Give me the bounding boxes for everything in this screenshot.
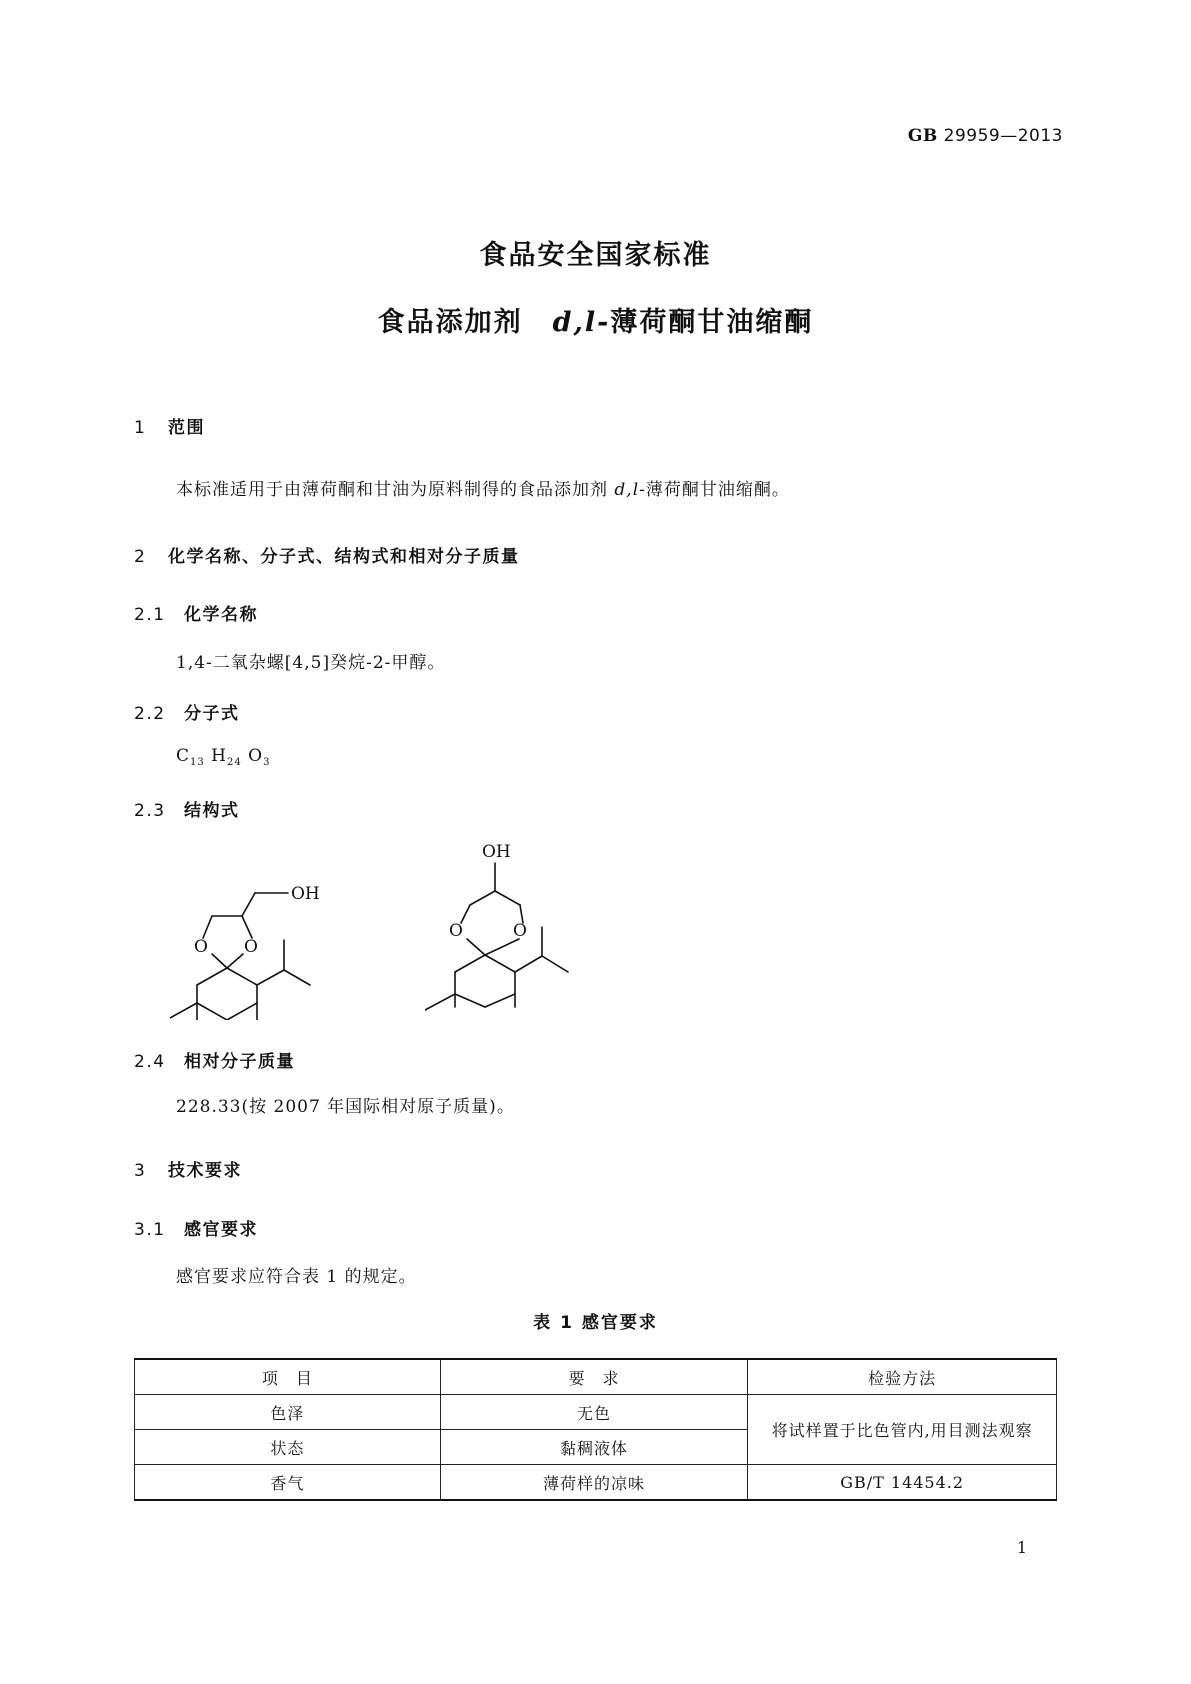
subtitle-suffix: 薄荷酮甘油缩酮 <box>610 307 814 338</box>
section-title: 技术要求 <box>168 1161 242 1181</box>
formula-o: O <box>248 746 264 766</box>
section-2-4-heading <box>134 1047 295 1072</box>
section-3-1-heading <box>134 1215 258 1240</box>
section-title: 分子式 <box>184 704 240 724</box>
section-title: 相对分子质量 <box>184 1052 295 1072</box>
oh-label: OH <box>482 842 511 862</box>
section-number: 2 <box>134 547 147 567</box>
formula-c: C <box>176 746 191 766</box>
sensory-requirements-table <box>134 1358 1057 1501</box>
bond <box>495 891 520 905</box>
bond <box>485 939 519 955</box>
chemical-name-text: 1,4-二氧杂螺[4,5]癸烷-2-甲醇。 <box>176 653 446 673</box>
bond <box>542 956 568 972</box>
bond <box>425 994 455 1010</box>
scope-text-b: -薄荷酮甘油缩酮。 <box>639 480 790 500</box>
section-3-heading <box>134 1156 242 1181</box>
section-2-3-heading <box>134 796 240 821</box>
section-1-text <box>176 475 790 500</box>
formula-h: H <box>211 746 227 766</box>
section-2-1-heading <box>134 600 258 625</box>
subtitle-prefix: 食品添加剂 <box>377 307 523 338</box>
standard-number <box>908 126 1063 146</box>
header-requirement: 要 求 <box>440 1359 748 1395</box>
section-title: 化学名称、分子式、结构式和相对分子质量 <box>168 547 520 567</box>
molecular-formula <box>176 746 270 768</box>
structural-formula-2 <box>425 835 625 1020</box>
document-subtitle <box>0 300 1191 339</box>
scope-text-a: 本标准适用于由薄荷酮和甘油为原料制得的食品添加剂 <box>176 480 615 500</box>
table-row <box>135 1395 1057 1430</box>
cell-method: GB/T 14454.2 <box>748 1465 1057 1501</box>
table-header-row <box>135 1359 1057 1395</box>
oh-label: OH <box>291 884 320 904</box>
section-number: 2.3 <box>134 801 166 821</box>
bond <box>467 939 485 955</box>
header-item: 项 目 <box>135 1359 441 1395</box>
molecular-weight-text: 228.33(按 2007 年国际相对原子质量)。 <box>176 1097 515 1117</box>
section-number: 1 <box>134 418 147 438</box>
oxygen-right-label: O <box>244 937 258 957</box>
oxygen-left-label: O <box>194 937 208 957</box>
bond <box>485 994 515 1007</box>
sensory-requirements-text: 感官要求应符合表 1 的规定。 <box>176 1267 417 1287</box>
bond <box>227 968 257 985</box>
cell-requirement: 无色 <box>440 1395 748 1430</box>
document-title: 食品安全国家标准 <box>479 240 712 271</box>
section-title: 结构式 <box>184 801 240 821</box>
bond <box>242 893 255 916</box>
bond <box>284 970 310 985</box>
bond <box>455 994 485 1007</box>
section-number: 3.1 <box>134 1220 166 1240</box>
bond <box>455 955 485 972</box>
section-2-2-heading <box>134 699 240 724</box>
formula-c-count: 13 <box>190 757 205 768</box>
section-number: 2.1 <box>134 605 166 625</box>
bond <box>212 954 227 968</box>
page-number: 1 <box>1016 1538 1027 1557</box>
bond <box>242 916 252 938</box>
table-row <box>135 1465 1057 1501</box>
bond <box>470 891 495 905</box>
section-title: 范围 <box>168 418 205 438</box>
standard-prefix: GB <box>907 126 938 146</box>
formula-h-count: 24 <box>226 757 242 768</box>
bond <box>257 970 284 985</box>
oxygen-right-label: O <box>513 921 527 941</box>
bond <box>170 1003 197 1018</box>
cell-item: 状态 <box>135 1430 441 1465</box>
bond <box>203 916 212 938</box>
oxygen-left-label: O <box>449 921 463 941</box>
cell-requirement: 薄荷样的凉味 <box>440 1465 748 1501</box>
scope-text-var: d,l <box>614 480 640 500</box>
bond <box>227 954 243 968</box>
cell-item: 香气 <box>135 1465 441 1501</box>
section-number: 2.4 <box>134 1052 166 1072</box>
cell-item: 色泽 <box>135 1395 441 1430</box>
section-1-heading <box>134 413 205 438</box>
cell-method: 将试样置于比色管内,用目测法观察 <box>748 1395 1057 1465</box>
header-method: 检验方法 <box>748 1359 1057 1395</box>
subtitle-variable: d,l- <box>552 307 611 338</box>
section-title: 化学名称 <box>184 605 258 625</box>
bond <box>197 1003 227 1020</box>
structural-formula-1 <box>170 860 370 1020</box>
table-caption: 表 1 感官要求 <box>533 1313 658 1333</box>
standard-code: 29959—2013 <box>943 126 1063 146</box>
bond <box>227 1003 257 1020</box>
formula-o-count: 3 <box>263 757 271 768</box>
cell-requirement: 黏稠液体 <box>440 1430 748 1465</box>
bond <box>515 956 542 972</box>
bond <box>197 968 227 985</box>
section-title: 感官要求 <box>184 1220 258 1240</box>
section-2-heading <box>134 542 520 567</box>
bond <box>485 955 515 972</box>
section-number: 3 <box>134 1161 147 1181</box>
section-number: 2.2 <box>134 704 166 724</box>
